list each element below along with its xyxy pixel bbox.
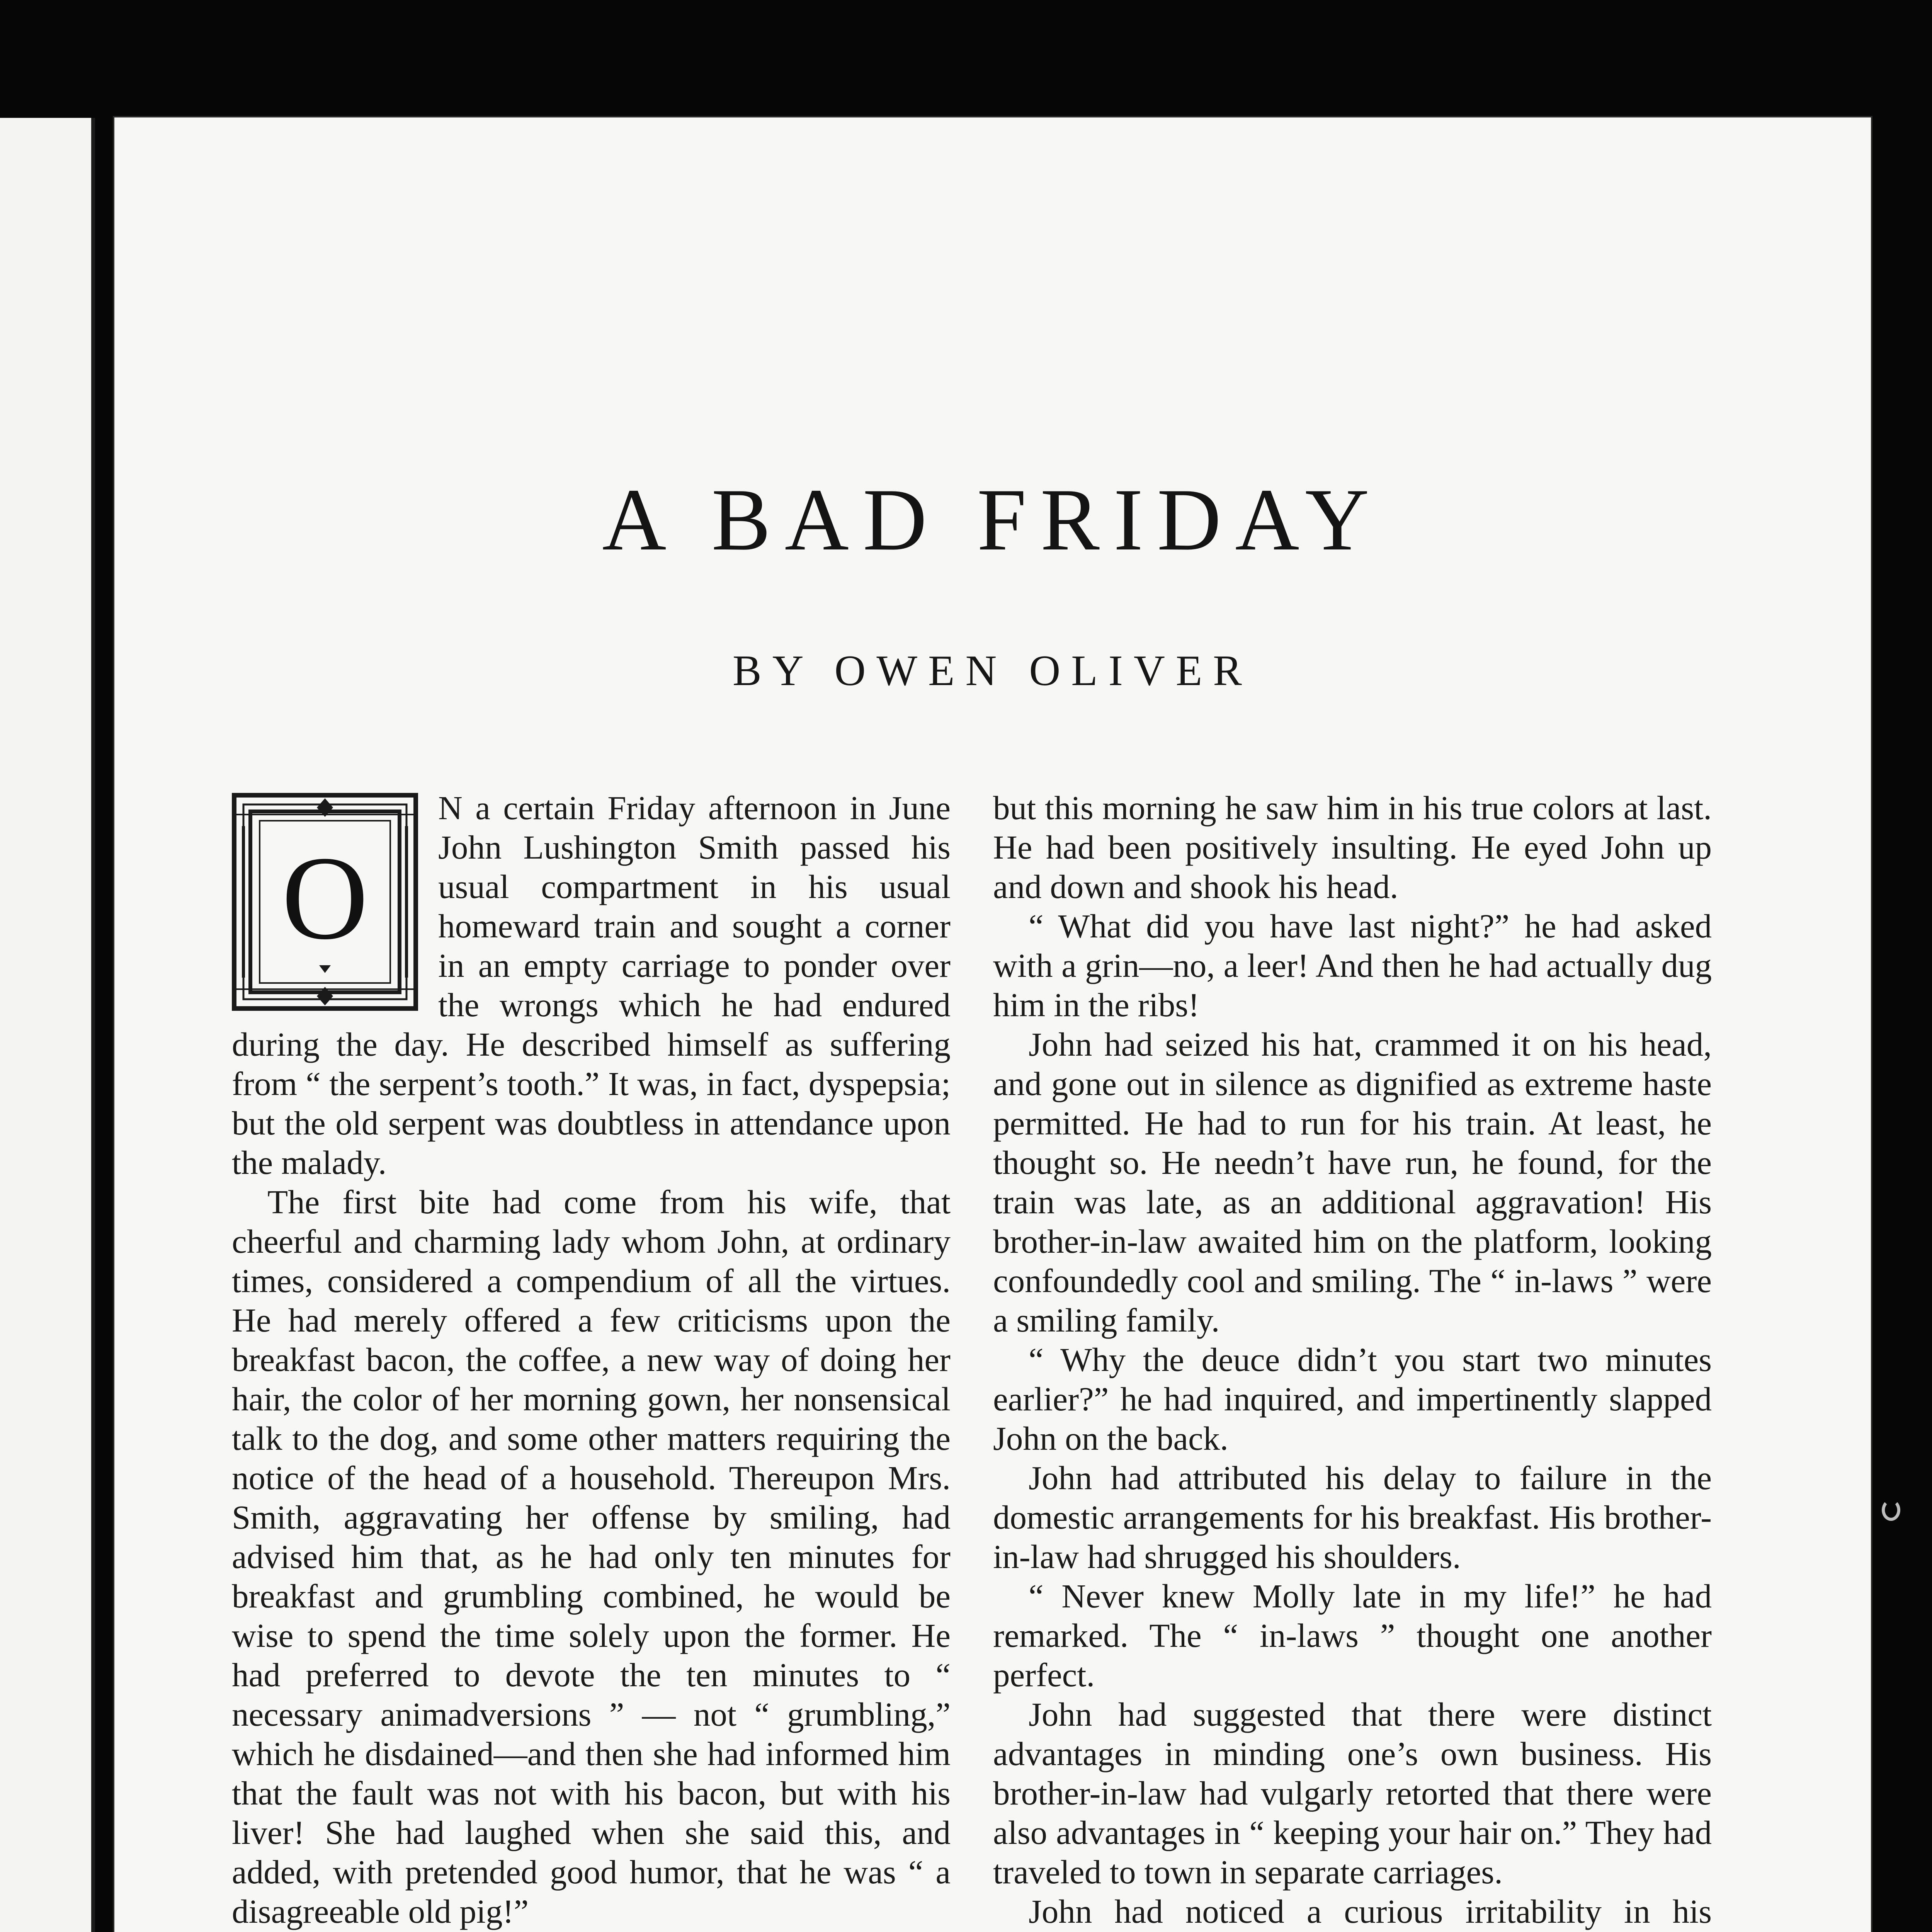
scan-speck-icon — [1882, 1499, 1900, 1521]
ornamental-dropcap — [232, 793, 418, 1011]
dropcap-letter: O — [282, 832, 368, 964]
right-column — [993, 788, 1712, 1932]
paragraph: “ Never knew Molly late in my life!” he had remarked. The “ in-laws ” thought one another perfect. — [993, 1577, 1712, 1694]
paragraph: “ Why the deuce didn’t you start two minutes earlier?” he had inquired, and impertinently slapped John on the back. — [993, 1341, 1712, 1457]
article-byline: BY OWEN OLIVER — [733, 647, 1253, 695]
paragraph: but this morning he saw him in his true colors at last. He had been positively insulting. He eyed John up and down and shook his head. — [993, 789, 1712, 905]
paragraph: N a certain Friday afternoon in June John Lushington Smith passed his usual compartment in his usual homeward train and sought a corner in an empty carriage to ponder over the wrongs which he had endured during the day. He described himself as suffering from “ the serpent’s tooth.” It was, in fact, dyspepsia; but the old serpent was doubtless in attendance upon the malady. — [232, 789, 951, 1181]
paragraph: John had attributed his delay to failure in the domestic arrangements for his breakfast. His brother-in-law had shrugged his shoulders. — [993, 1459, 1712, 1575]
article-title: A BAD FRIDAY — [602, 470, 1383, 569]
left-column — [232, 788, 951, 1932]
paragraph: “ What did you have last night?” he had asked with a grin—no, a leer! And then he had actually dug him in the ribs! — [993, 907, 1712, 1024]
paragraph: John had seized his hat, crammed it on his head, and gone out in silence as dignified as extreme haste permitted. He had to run for his train. At least, he thought so. He needn’t have run, he found, for the train was late, as an additional aggravation! His brother-in-law awaited him on the platform, looking confoundedly cool and smiling. The “ in-laws ” were a smiling family. — [993, 1026, 1712, 1339]
paragraph: John had suggested that there were distinct advantages in minding one’s own business. His brother-in-law had vulgarly retorted that there were also advantages in “ keeping your hair on.” They had traveled to town in separate carriages. — [993, 1696, 1712, 1891]
paragraph: John had noticed a curious irritability in his — [1029, 1893, 1712, 1930]
previous-page-edge — [0, 118, 95, 1932]
paragraph: The first bite had come from his wife, that cheerful and charming lady whom John, at ordinary times, considered a compendium of all the virtues. He had merely offered a few criticisms upon the breakfast bacon, the coffee, a new way of doing her hair, the color of her morning gown, her nonsensical talk to the dog, and some other matters requiring the notice of the head of a household. Thereupon Mrs. Smith, aggravating her offense by smiling, had advised him that, as he had only ten minutes for breakfast and grumbling combined, he would be wise to spend the time solely upon the former. He had preferred to devote the ten minutes to “ necessary animadversions ” — not “ grumbling,” which he disdained—and then she had informed him that the fault was not with his bacon, but with his liver! She had laughed when she said this, and added, with pretended good humor, that he was “ a disagreeable old pig!” — [232, 1183, 951, 1930]
